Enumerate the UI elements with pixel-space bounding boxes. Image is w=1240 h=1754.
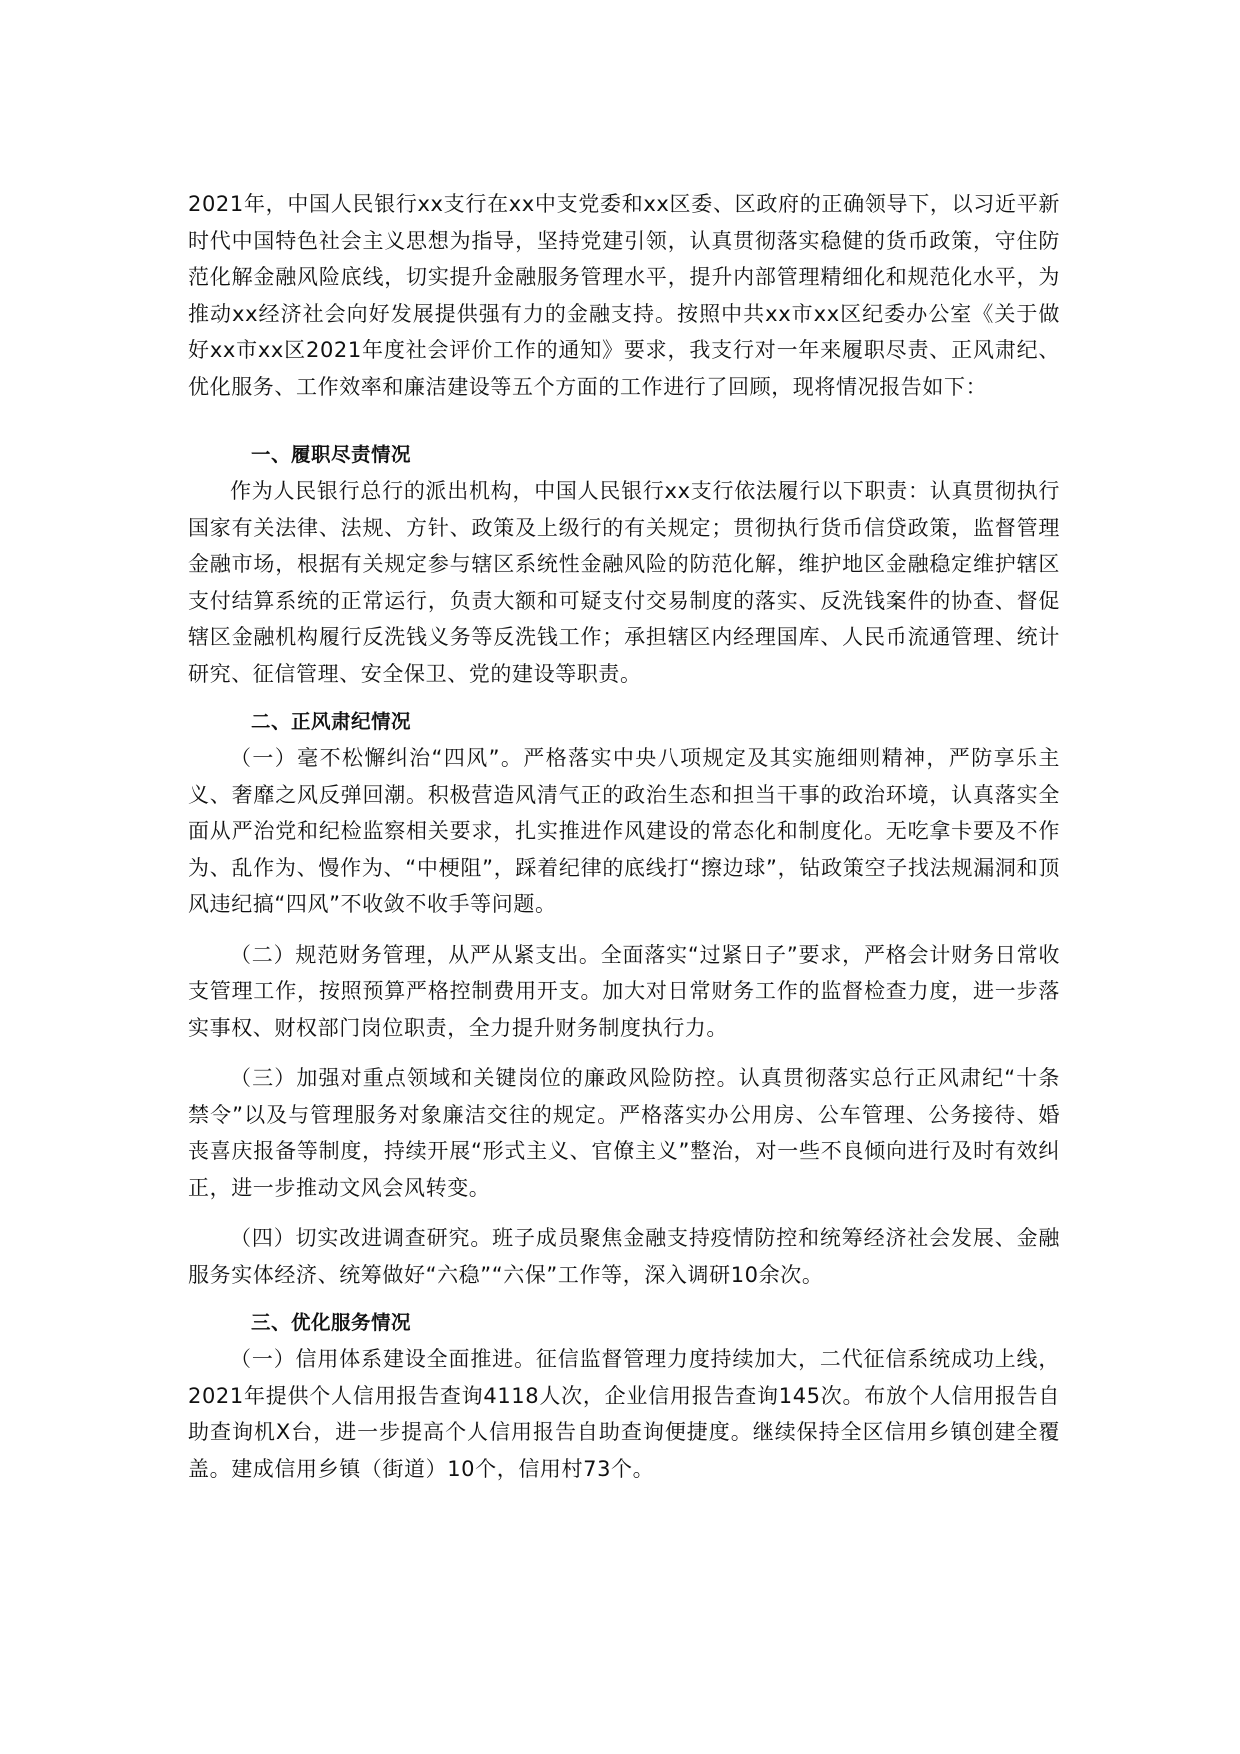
section-2-paragraph-2: （二）规范财务管理，从严从紧支出。全面落实“过紧日子”要求，严格会计财务日常收支管理工作，按照预算严格控制费用开支。加大对日常财务工作的监督检查力度，进一步落实事权、财权部门岗位职责，全力提升财务制度执行力。 xyxy=(188,942,1060,1040)
section-3-paragraph-1: （一）信用体系建设全面推进。征信监督管理力度持续加大，二代征信系统成功上线，2021年提供个人信用报告查询4118人次，企业信用报告查询145次。布放个人信用报告自助查询机X台，进一步提高个人信用报告自助查询便捷度。继续保持全区信用乡镇创建全覆盖。建成信用乡镇（街道）10个，信用村73个。 xyxy=(188,1347,1060,1481)
section-3-heading: 三、优化服务情况 xyxy=(251,1311,412,1334)
section-2-heading: 二、正风肃纪情况 xyxy=(251,710,412,733)
section-2-paragraph-3: （三）加强对重点领域和关键岗位的廉政风险防控。认真贯彻落实总行正风肃纪“十条禁令”以及与管理服务对象廉洁交往的规定。严格落实办公用房、公车管理、公务接待、婚丧喜庆报备等制度，持续开展“形式主义、官僚主义”整治，对一些不良倾向进行及时有效纠正，进一步推动文风会风转变。 xyxy=(188,1066,1060,1200)
section-2-paragraph-4: （四）切实改进调查研究。班子成员聚焦金融支持疫情防控和统筹经济社会发展、金融服务实体经济、统筹做好“六稳”“六保”工作等，深入调研10余次。 xyxy=(188,1226,1060,1287)
section-2-paragraph-1: （一）毫不松懈纠治“四风”。严格落实中央八项规定及其实施细则精神，严防享乐主义、奢靡之风反弹回潮。积极营造风清气正的政治生态和担当干事的政治环境，认真落实全面从严治党和纪检监察相关要求，扎实推进作风建设的常态化和制度化。无吃拿卡要及不作为、乱作为、慢作为、“中梗阻”，踩着纪律的底线打“擦边球”，钻政策空子找法规漏洞和顶风违纪搞“四风”不收敛不收手等问题。 xyxy=(188,746,1060,916)
section-1-paragraph-1: 作为人民银行总行的派出机构，中国人民银行xx支行依法履行以下职责：认真贯彻执行国家有关法律、法规、方针、政策及上级行的有关规定；贯彻执行货币信贷政策，监督管理金融市场，根据有关规定参与辖区系统性金融风险的防范化解，维护地区金融稳定维护辖区支付结算系统的正常运行，负责大额和可疑支付交易制度的落实、反洗钱案件的协查、督促辖区金融机构履行反洗钱义务等反洗钱工作；承担辖区内经理国库、人民币流通管理、统计研究、征信管理、安全保卫、党的建设等职责。 xyxy=(188,479,1060,686)
document-page xyxy=(188,186,1060,1487)
intro-paragraph: 2021年，中国人民银行xx支行在xx中支党委和xx区委、区政府的正确领导下，以习近平新时代中国特色社会主义思想为指导，坚持党建引领，认真贯彻落实稳健的货币政策，守住防范化解金融风险底线，切实提升金融服务管理水平，提升内部管理精细化和规范化水平，为推动xx经济社会向好发展提供强有力的金融支持。按照中共xx市xx区纪委办公室《关于做好xx市xx区2021年度社会评价工作的通知》要求，我支行对一年来履职尽责、正风肃纪、优化服务、工作效率和廉洁建设等五个方面的工作进行了回顾，现将情况报告如下： xyxy=(188,192,1060,399)
section-1-heading: 一、履职尽责情况 xyxy=(251,443,412,466)
